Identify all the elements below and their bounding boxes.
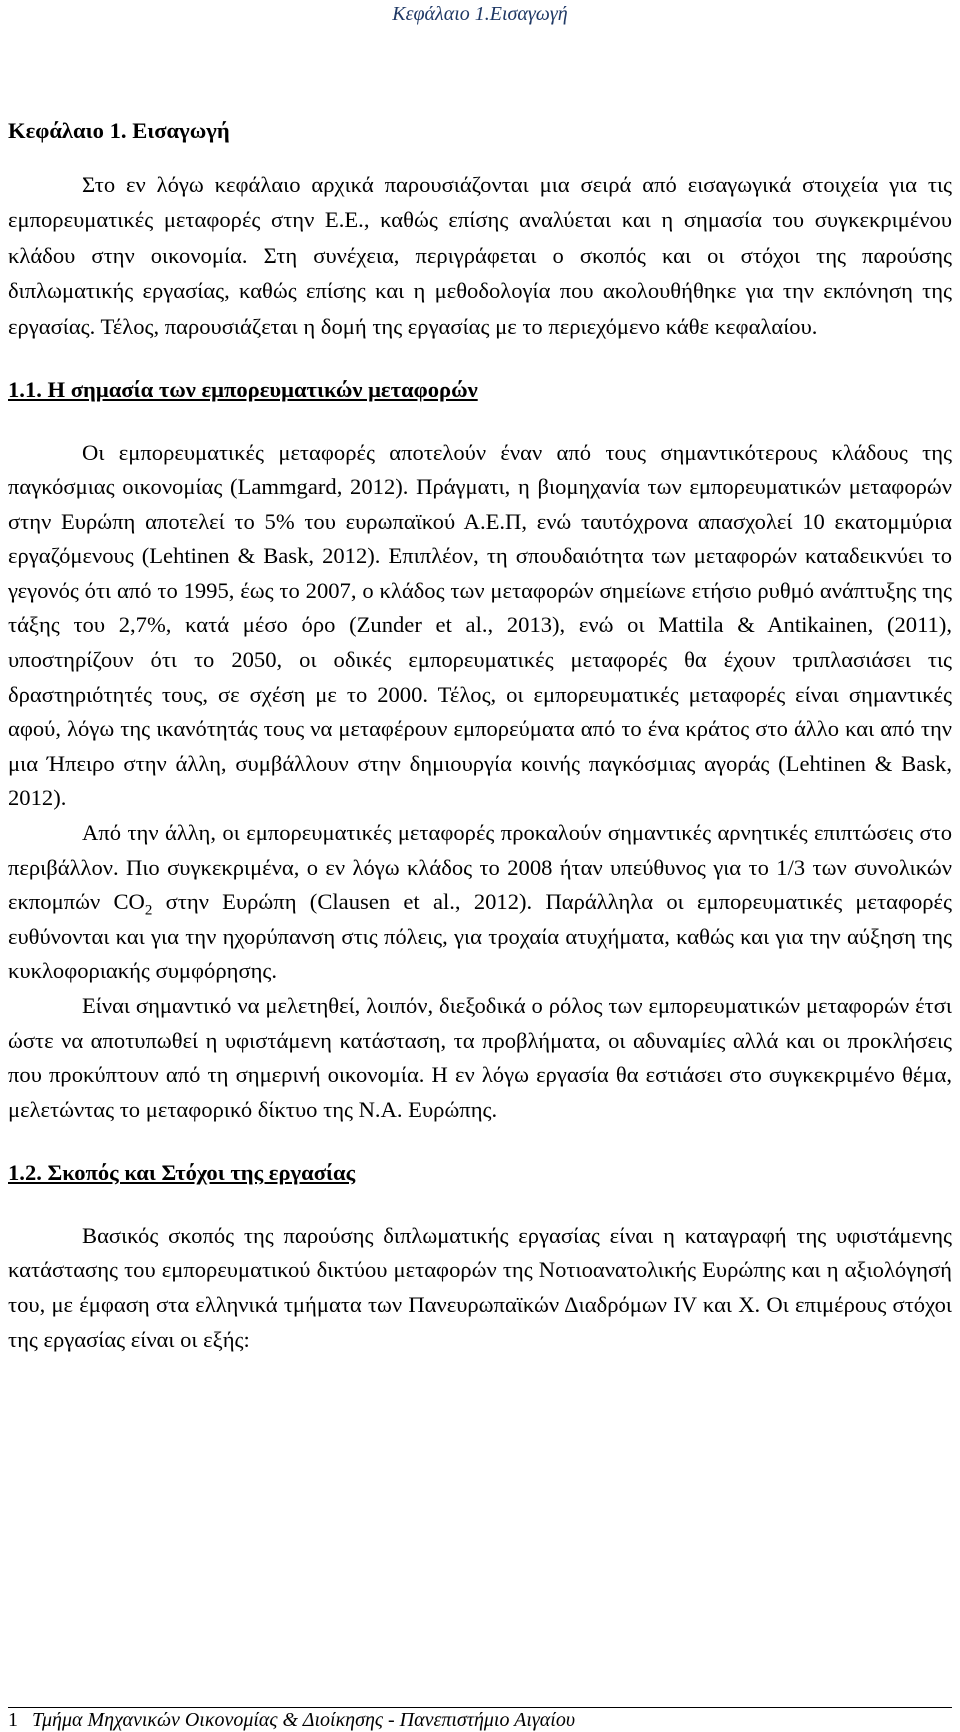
p2-text-after: στην Ευρώπη (Clausen et al., 2012). Παράλληλα οι εμπορευματικές μεταφορές ευθύνονται και για την ηχορύπανση στις πόλεις, για τροχαία ατυχήματα, καθώς και για την αύξηση της κυκλοφοριακής συμφόρησης. <box>8 889 952 984</box>
chapter-title: Κεφάλαιο 1. Εισαγωγή <box>8 118 230 143</box>
page-footer <box>8 1709 952 1731</box>
footer-divider <box>8 1707 952 1708</box>
page-number: 1 <box>8 1709 18 1731</box>
section-1-2-title: 1.2. Σκοπός και Στόχοι της εργασίας <box>8 1160 356 1186</box>
section-1-1-paragraph-1: Οι εμπορευματικές μεταφορές αποτελούν έναν από τους σημαντικότερους κλάδους της παγκόσμιας οικονομίας (Lammgard, 2012). Πράγματι, η βιομηχανία των εμπορευματικών μεταφορών στην Ευρώπη αποτελεί το 5% του ευρωπαϊκού Α.Ε.Π, ενώ ταυτόχρονα απασχολεί 10 εκατομμύρια εργαζόμενους (Lehtinen & Bask, 2012). Επιπλέον, τη σπουδαιότητα των μεταφορών καταδεικνύει το γεγονός ότι από το 1995, έως το 2007, ο κλάδος των μεταφορών σημείωνε ετήσιο ρυθμό ανάπτυξης της τάξης του 2,7%, κατά μέσο όρο (Zunder et al., 2013), ενώ οι Mattila & Antikainen, (2011), υποστηρίζουν ότι το 2050, οι οδικές εμπορευματικές μεταφορές θα έχουν τριπλασιάσει τις δραστηριότητές τους, σε σχέση με το 2000. Τέλος, οι εμπορευματικές μεταφορές είναι σημαντικές αφού, λόγω της ικανότητάς τους να μεταφέρουν εμπορεύματα από το ένα κράτος στο άλλο και από την μια Ήπειρο στην άλλη, συμβάλλουν στην δημιουργία κοινής παγκόσμιας αγοράς (Lehtinen & Bask, 2012). <box>8 439 952 811</box>
section-1-2-paragraph-1: Βασικός σκοπός της παρούσης διπλωματικής εργασίας είναι η καταγραφή της υφιστάμενης κατάστασης του εμπορευματικού δικτύου μεταφορών της Νοτιοανατολικής Ευρώπης και η αξιολόγησή του, με έμφαση στα ελληνικά τμήματα των Πανευρωπαϊκών Διαδρόμων IV και X. Οι επιμέρους στόχοι της εργασίας είναι οι εξής: <box>8 1222 952 1352</box>
co2-subscript: 2 <box>144 902 153 919</box>
chapter-intro-paragraph: Στο εν λόγω κεφάλαιο αρχικά παρουσιάζονται μια σειρά από εισαγωγικά στοιχεία για τις εμπορευματικές μεταφορές στην Ε.Ε., καθώς επίσης αναλύεται και η σημασία του συγκεκριμένου κλάδου στην οικονομία. Στη συνέχεια, περιγράφεται ο σκοπός και οι στόχοι της παρούσης διπλωματικής εργασίας, καθώς επίσης και η μεθοδολογία που ακολουθήθηκε για την εκπόνηση της εργασίας. Τέλος, παρουσιάζεται η δομή της εργασίας με το περιεχόμενο κάθε κεφαλαίου. <box>8 171 952 339</box>
p2-text-before: Από την άλλη, οι εμπορευματικές μεταφορές προκαλούν σημαντικές αρνητικές επιπτώσεις στο περιβάλλον. Πιο συγκεκριμένα, ο εν λόγω κλάδος το 2008 ήταν υπεύθυνος για το 1/3 των συνολικών εκπομπών CO <box>8 820 952 915</box>
footer-text: Τμήμα Μηχανικών Οικονομίας & Διοίκησης - Πανεπιστήμιο Αιγαίου <box>32 1709 575 1731</box>
section-1-1-paragraph-2 <box>8 816 952 989</box>
section-1-1-paragraph-3: Είναι σημαντικό να μελετηθεί, λοιπόν, διεξοδικά ο ρόλος των εμπορευματικών μεταφορών έτσι ώστε να αποτυπωθεί η υφιστάμενη κατάσταση, τα προβλήματα, οι αδυναμίες αλλά και οι προκλήσεις που προκύπτουν από τη σημερινή οικονομία. Η εν λόγω εργασία θα εστιάσει στο συγκεκριμένο θέμα, μελετώντας το μεταφορικό δίκτυο της Ν.Α. Ευρώπης. <box>8 993 952 1122</box>
running-header: Κεφάλαιο 1.Εισαγωγή <box>392 3 568 25</box>
section-1-1-title: 1.1. Η σημασία των εμπορευματικών μεταφορών <box>8 377 478 402</box>
page-body <box>8 113 952 1357</box>
